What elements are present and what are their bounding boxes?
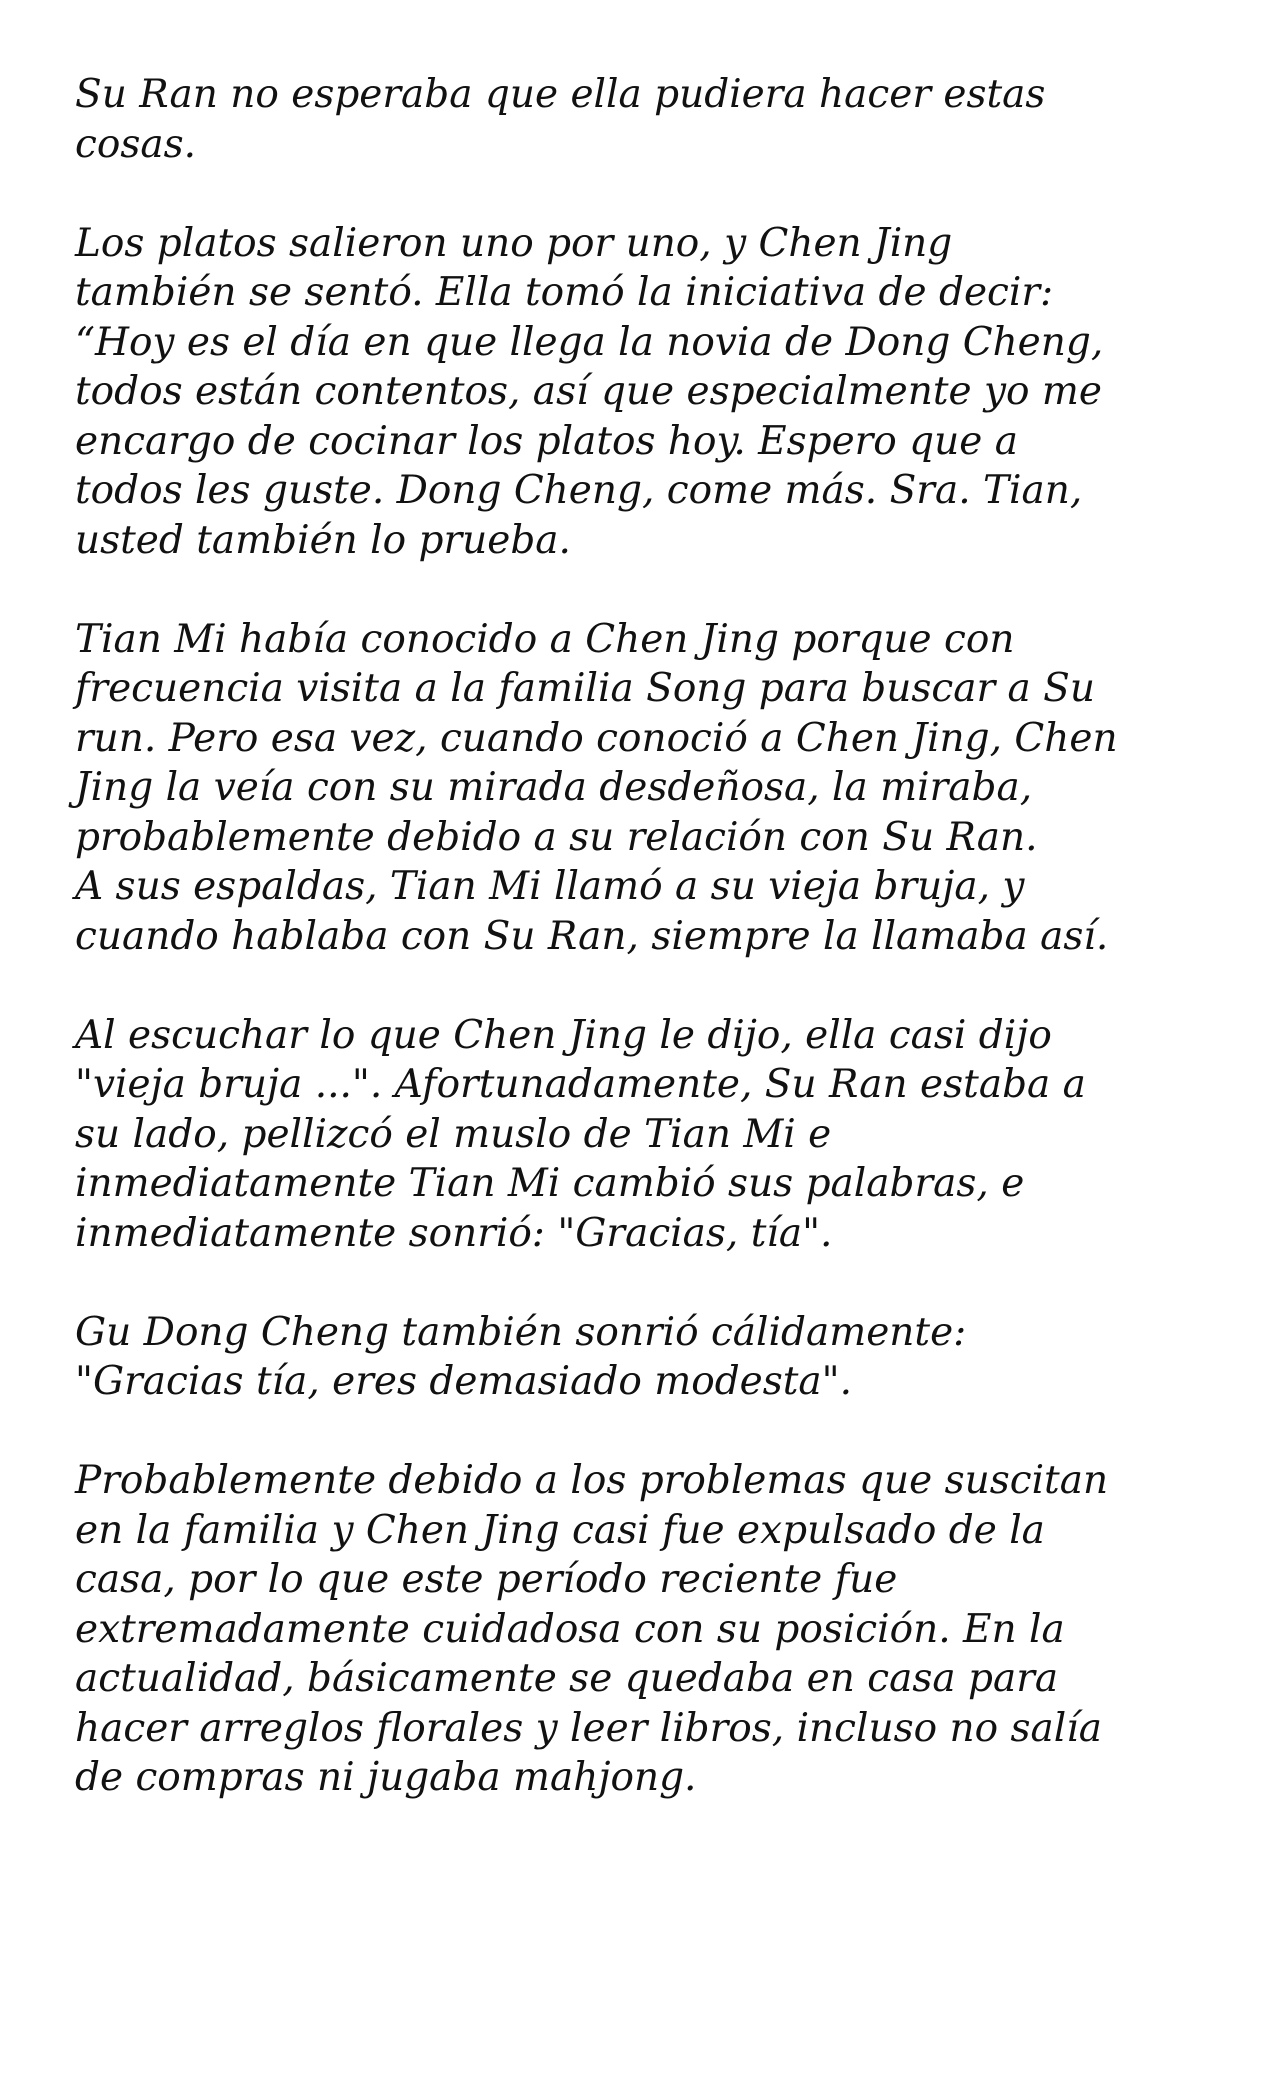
text-line: usted también lo prueba.	[75, 517, 571, 563]
text-line: todos les guste. Dong Cheng, come más. Sra. Tian,	[75, 468, 1083, 513]
text-line: Al escuchar lo que Chen Jing le dijo, ella casi dijo	[75, 1012, 1052, 1058]
text-line: en la familia y Chen Jing casi fue expulsado de la	[75, 1507, 1045, 1553]
paragraph-6	[75, 1456, 1225, 1803]
text-line: su lado, pellizcó el muslo de Tian Mi e	[75, 1111, 832, 1157]
text-line: inmediatamente sonrió: "Gracias, tía".	[75, 1210, 833, 1256]
text-line: run. Pero esa vez, cuando conoció a Chen Jing, Chen	[75, 715, 1118, 761]
text-line: hacer arreglos florales y leer libros, incluso no salía	[75, 1705, 1102, 1751]
text-line: encargo de cocinar los platos hoy. Espero que a	[75, 418, 1018, 464]
text-line: Los platos salieron uno por uno, y Chen Jing	[75, 220, 953, 266]
text-line: Gu Dong Cheng también sonrió cálidamente:	[75, 1309, 967, 1355]
text-line: también se sentó. Ella tomó la iniciativa de decir:	[75, 270, 1054, 315]
text-line: "Gracias tía, eres demasiado modesta".	[75, 1359, 853, 1404]
text-line: cosas.	[75, 121, 196, 167]
text-line: casa, por lo que este período reciente fue	[75, 1557, 898, 1602]
text-line: actualidad, básicamente se quedaba en casa para	[75, 1656, 1059, 1701]
paragraph-4	[75, 1011, 1225, 1259]
text-line: A sus espaldas, Tian Mi llamó a su vieja bruja, y	[75, 864, 1025, 909]
paragraph-1	[75, 70, 1225, 169]
paragraph-3	[75, 615, 1225, 962]
text-line: probablemente debido a su relación con Su Ran.	[75, 814, 1038, 860]
text-line: de compras ni jugaba mahjong.	[75, 1755, 697, 1800]
document-page	[75, 70, 1225, 1852]
paragraph-2	[75, 219, 1225, 566]
text-line: Su Ran no esperaba que ella pudiera hacer estas	[75, 72, 1046, 117]
text-line: inmediatamente Tian Mi cambió sus palabras, e	[75, 1161, 1025, 1206]
text-line: Jing la veía con su mirada desdeñosa, la miraba,	[75, 765, 1033, 810]
text-line: cuando hablaba con Su Ran, siempre la llamaba así.	[75, 913, 1109, 959]
paragraph-5	[75, 1308, 1225, 1407]
text-line: Probablemente debido a los problemas que suscitan	[75, 1458, 1109, 1503]
text-line: extremadamente cuidadosa con su posición. En la	[75, 1606, 1065, 1652]
text-line: "vieja bruja ...". Afortunadamente, Su Ran estaba a	[75, 1062, 1086, 1107]
text-line: frecuencia visita a la familia Song para buscar a Su	[75, 666, 1095, 711]
text-line: Tian Mi había conocido a Chen Jing porque con	[75, 616, 1015, 662]
text-line: “Hoy es el día en que llega la novia de Dong Cheng,	[75, 319, 1104, 365]
text-line: todos están contentos, así que especialmente yo me	[75, 369, 1102, 414]
